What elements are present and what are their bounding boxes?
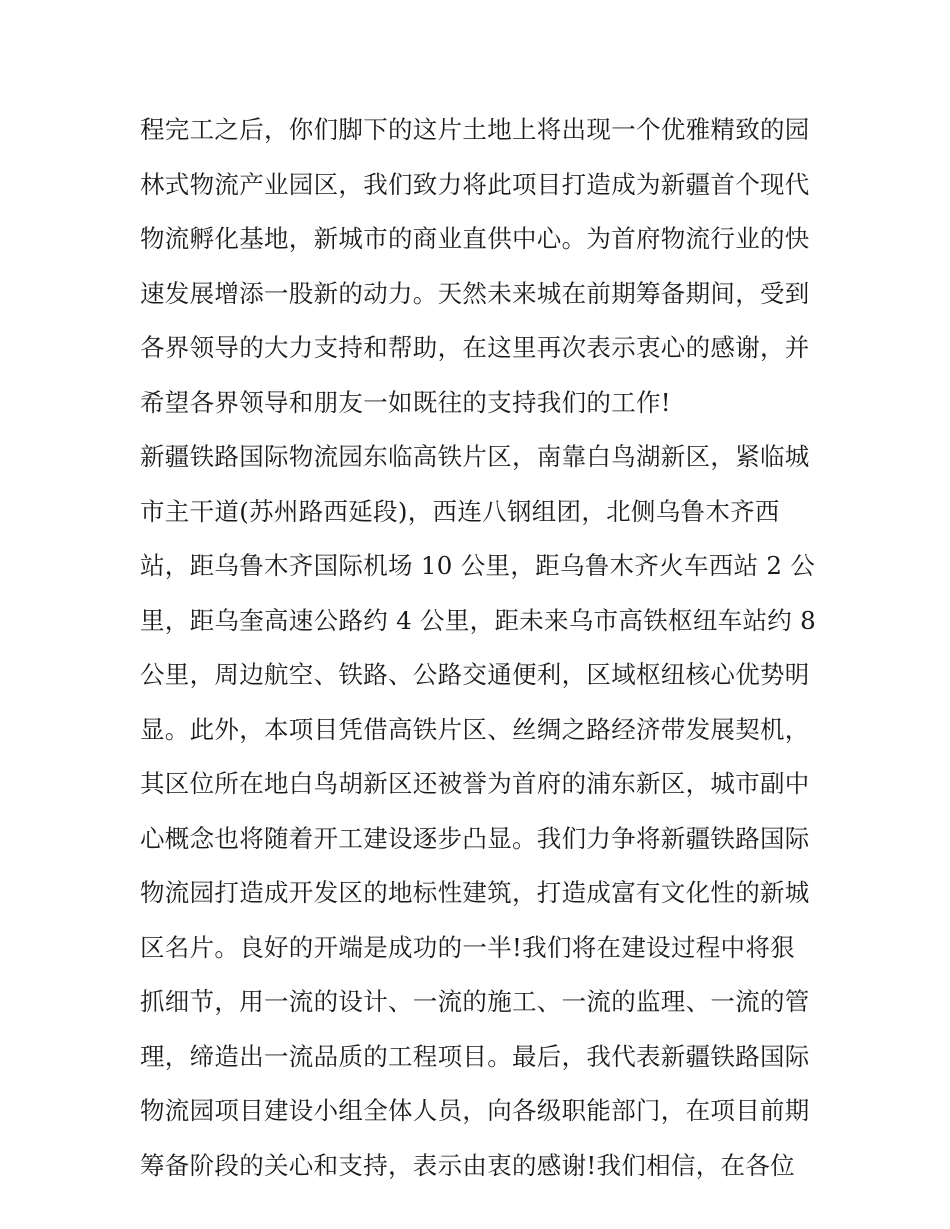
text-line: 物流孵化基地，新城市的商业直供中心。为首府物流行业的快	[140, 224, 810, 253]
text-line: 希望各界领导和朋友一如既往的支持我们的工作!	[140, 387, 671, 417]
text-line: 各界领导的大力支持和帮助，在这里再次表示衷心的感谢，并	[140, 333, 810, 362]
text-line: 心概念也将随着开工建设逐步凸显。我们力争将新疆铁路国际	[140, 823, 810, 853]
text-line: 物流园项目建设小组全体人员，向各级职能部门，在项目前期	[140, 1096, 810, 1125]
text-line: 物流园打造成开发区的地标性建筑，打造成富有文化性的新城	[140, 878, 810, 907]
text-line: 显。此外，本项目凭借高铁片区、丝绸之路经济带发展契机，	[140, 714, 810, 744]
text-line: 抓细节，用一流的设计、一流的施工、一流的监理、一流的管	[140, 987, 810, 1016]
paragraph-1	[140, 103, 830, 430]
paragraph-2	[140, 430, 830, 1193]
text-line: 程完工之后，你们脚下的这片土地上将出现一个优雅精致的园	[140, 115, 810, 144]
text-line: 其区位所在地白鸟胡新区还被誉为首府的浦东新区，城市副中	[140, 769, 810, 798]
text-line: 理，缔造出一流品质的工程项目。最后，我代表新疆铁路国际	[140, 1041, 810, 1071]
text-line: 公里，周边航空、铁路、公路交通便利，区域枢纽核心优势明	[140, 660, 810, 689]
document-body	[140, 103, 830, 1193]
text-line: 里，距乌奎高速公路约 4 公里，距未来乌市高铁枢纽车站约 8	[140, 605, 817, 635]
text-line: 站，距乌鲁木齐国际机场 10 公里，距乌鲁木齐火车西站 2 公	[140, 551, 816, 580]
text-line: 筹备阶段的关心和支持，表示由衷的感谢!我们相信，在各位	[140, 1150, 795, 1180]
text-line: 新疆铁路国际物流园东临高铁片区，南靠白鸟湖新区，紧临城	[140, 442, 810, 471]
text-line: 区名片。良好的开端是成功的一半!我们将在建设过程中将狠	[140, 932, 795, 962]
text-line: 市主干道(苏州路西延段)，西连八钢组团，北侧乌鲁木齐西	[140, 496, 780, 526]
text-line: 速发展增添一股新的动力。天然未来城在前期筹备期间，受到	[140, 278, 810, 308]
text-line: 林式物流产业园区，我们致力将此项目打造成为新疆首个现代	[140, 169, 810, 199]
